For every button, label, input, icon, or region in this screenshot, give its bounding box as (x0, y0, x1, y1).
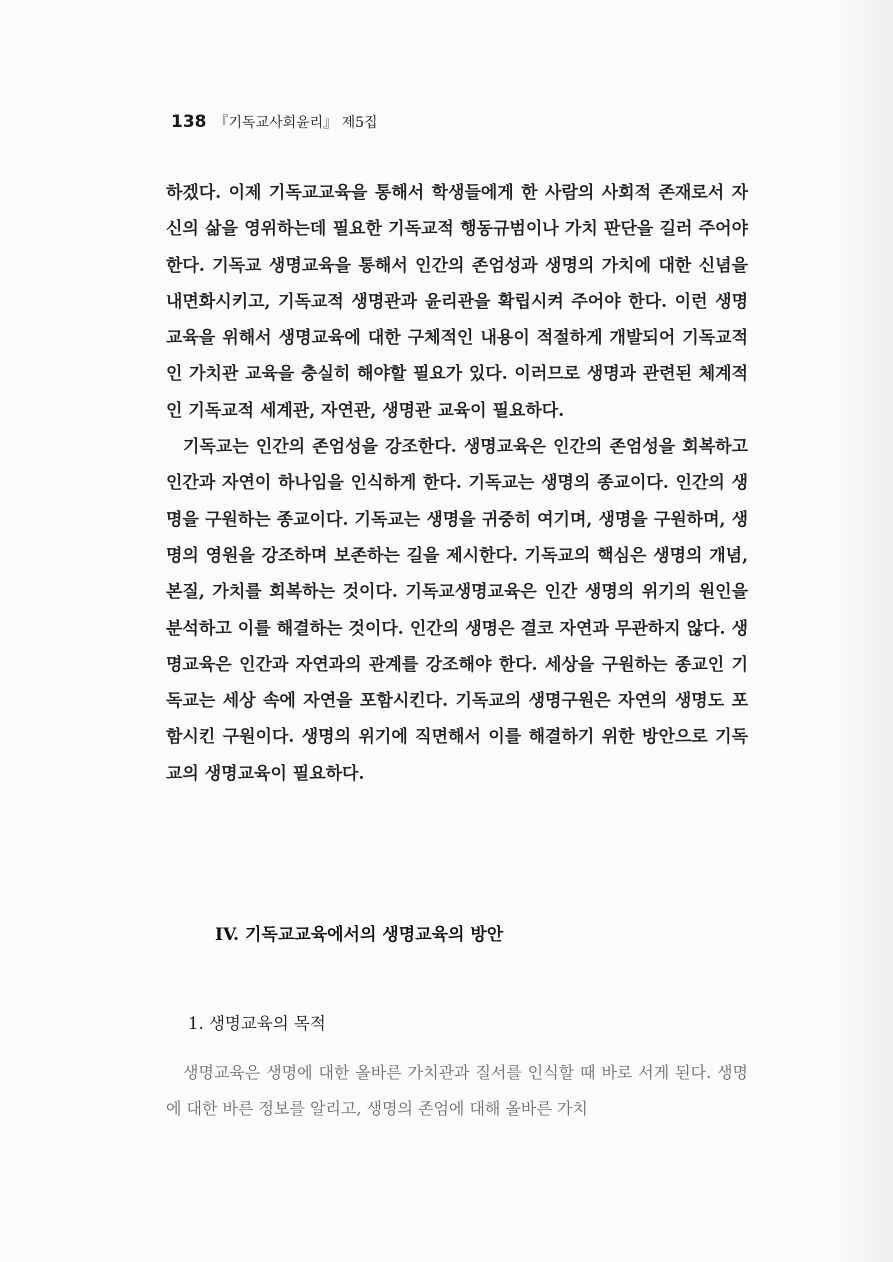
body-text (166, 175, 748, 792)
paragraph-1: 하겠다. 이제 기독교교육을 통해서 학생들에게 한 사람의 사회적 존재로서 자신의 삶을 영위하는데 필요한 기독교적 행동규범이나 가치 판단을 길러 주어야 한다. 기독교 생명교육을 통해서 인간의 존엄성과 생명의 가치에 대한 신념을 내면화시키고, 기독교적 생명관과 윤리관을 확립시켜 주어야 한다. 이런 생명교육을 위해서 생명교육에 대한 구체적인 내용이 적절하게 개발되어 기독교적인 가치관 교육을 충실히 해야할 필요가 있다. 이러므로 생명과 관련된 체계적인 기독교적 세계관, 자연관, 생명관 교육이 필요하다. (166, 183, 748, 421)
page-edge-shadow (833, 0, 893, 1262)
page-number: 138 (171, 112, 207, 132)
subsection-title: 1. 생명교육의 목적 (188, 1014, 326, 1033)
paragraph-3: 생명교육은 생명에 대한 올바른 가치관과 질서를 인식할 때 바로 서게 된다. 생명에 대한 바른 정보를 알리고, 생명의 존엄에 대해 올바른 가치 (166, 1063, 748, 1118)
section-title: IV. 기독교교육에서의 생명교육의 방안 (215, 925, 504, 945)
running-head (171, 110, 378, 135)
journal-title: 『기독교사회윤리』 제5집 (214, 115, 378, 131)
paragraph-2: 기독교는 인간의 존엄성을 강조한다. 생명교육은 인간의 존엄성을 회복하고 인간과 자연이 하나임을 인식하게 한다. 기독교는 생명의 종교이다. 인간의 생명을 구원하는 종교이다. 기독교는 생명을 귀중히 여기며, 생명을 구원하며, 생명의 영원을 강조하며 보존하는 길을 제시한다. 기독교의 핵심은 생명의 개념, 본질, 가치를 회복하는 것이다. 기독교생명교육은 인간 생명의 위기의 원인을 분석하고 이를 해결하는 것이다. 인간의 생명은 결코 자연과 무관하지 않다. 생명교육은 인간과 자연과의 관계를 강조해야 한다. 세상을 구원하는 종교인 기독교는 세상 속에 자연을 포함시킨다. 기독교의 생명구원은 자연의 생명도 포함시킨 구원이다. 생명의 위기에 직면해서 이를 해결하기 위한 방안으로 기독교의 생명교육이 필요하다. (166, 437, 748, 784)
continuation-text (166, 1055, 748, 1127)
